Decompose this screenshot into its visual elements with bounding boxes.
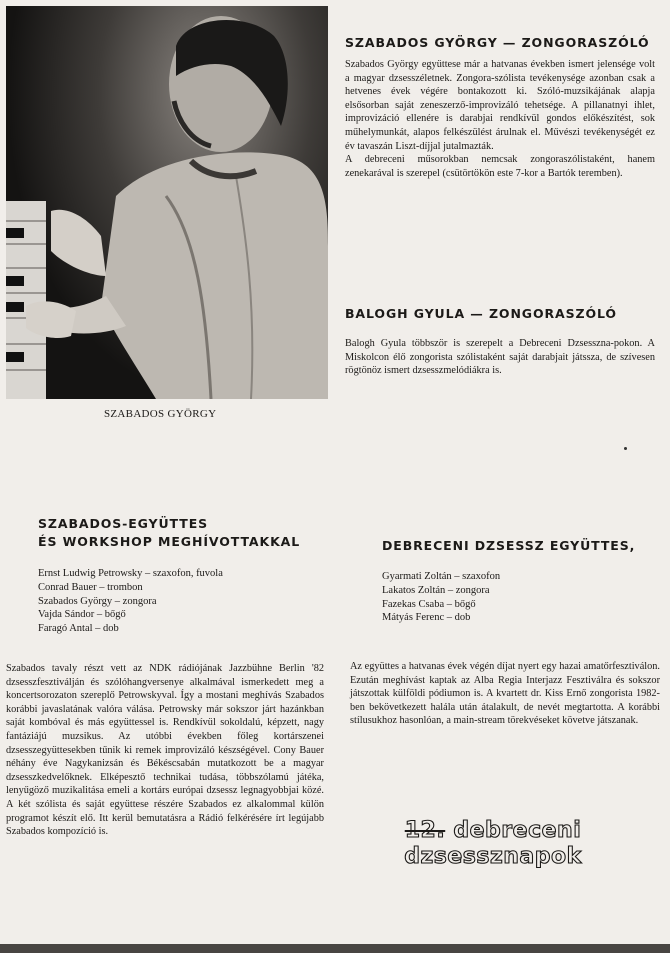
- szabados-heading: SZABADOS GYÖRGY — ZONGORASZÓLÓ: [345, 35, 650, 50]
- balogh-heading: BALOGH GYULA — ZONGORASZÓLÓ: [345, 306, 617, 321]
- left-hand: [26, 301, 76, 338]
- lineup-item: Vajda Sándor – bőgő: [38, 609, 126, 621]
- lineup-item: Szabados György – zongora: [38, 595, 157, 607]
- workshop-paragraph: Szabados tavaly részt vett az NDK rádiójának Jazzbühne Berlin '82 dzsesszfesztiválján és szólóhangversenye alkalmával ismerkedett meg a koncertsorozaton szereplő Petrowskyval. Így a mostani meghívás Szabados korábbi javaslatának valóra válása. Petrowsky már sokszor járt hazánkban saját kombóval és más együttessel is. Rendkívül sokoldalú, képzett, nagy fantáziájú muzsikus. Az utóbbi években főleg kortárszenei dzsesszegyüttesekben tűnik ki remek improvizáló készségével. Cony Bauer néhány éve Nagykanizsán és Békéscsabán mutatkozott be a magyar dzsesszkedvelőknek. Elképesztő technikai tudása, többszólamú játéka, lenyűgöző muzikalitása emeli a kortárs európai dzsessz legnagyobbjai közé. A két szólista és saját együttese részére Szabados ez alkalommal külön programot készít elő. Itt kerül bemutatásra a Rádió felkérésére írt legújabb Szabados kompozíció is.: [6, 663, 324, 838]
- workshop-heading-line2: ÉS WORKSHOP MEGHÍVOTTAKKAL: [38, 534, 301, 549]
- lineup-item: Mátyás Ferenc – dob: [382, 612, 471, 624]
- print-speck: [624, 447, 627, 450]
- logo-line1: [388, 818, 598, 844]
- photo-caption: SZABADOS GYÖRGY: [104, 408, 217, 420]
- lineup-item: Gyarmati Zoltán – szaxofon: [382, 571, 501, 582]
- right-hand: [51, 210, 106, 276]
- szabados-text: [345, 58, 655, 180]
- shirt: [101, 152, 328, 399]
- workshop-heading-line1: SZABADOS-EGYÜTTES: [38, 516, 209, 531]
- lineup-item: Conrad Bauer – trombon: [38, 581, 143, 593]
- debreceni-text: [350, 660, 660, 728]
- festival-logo: [388, 818, 598, 870]
- debreceni-heading: DEBRECENI DZSESSZ EGYÜTTES,: [382, 538, 636, 553]
- balogh-text: [345, 337, 655, 378]
- logo-number: 12.: [404, 818, 446, 843]
- lineup-item: Fazekas Csaba – bőgő: [382, 598, 476, 610]
- page-bottom-edge: [0, 944, 670, 953]
- workshop-lineup: [38, 567, 298, 636]
- szabados-paragraph: A debreceni műsorokban nemcsak zongoraszólistaként, hanem zenekarával is szerepel (csütörtökön este 7-kor a Bartók teremben).: [345, 154, 655, 179]
- workshop-text: [6, 662, 324, 839]
- pianist-illustration: [6, 6, 328, 399]
- pianist-photo: [6, 6, 328, 399]
- lineup-item: Ernst Ludwig Petrowsky – szaxofon, fuvola: [38, 568, 223, 579]
- lineup-item: Lakatos Zoltán – zongora: [382, 584, 490, 596]
- logo-word-dzsessznapok: dzsessznapok: [404, 844, 582, 869]
- debreceni-paragraph: Az együttes a hatvanas évek végén díjat nyert egy hazai amatőrfesztiválon. Ezután meghívást kaptak az Alba Regia Interjazz Fesztiválra és sokszor játszottak külföldi pódiumon is. A kvartett dr. Kiss Ernő zongorista 1982-ben bekövetkezett halála után átalakult, de nevét megtartotta. A korábbi stílusukhoz hasonlóan, a main-stream törekvéseket követve játszanak.: [350, 661, 660, 727]
- logo-word-debreceni: debreceni: [453, 818, 582, 843]
- workshop-heading: [38, 515, 338, 551]
- balogh-paragraph: Balogh Gyula többször is szerepelt a Debreceni Dzsesszna-pokon. A Miskolcon élő zongorista szólistaként saját darabjait játssza, de szívesen rögtönöz ismert dzsesszmelódiákra is.: [345, 338, 655, 377]
- lineup-item: Faragó Antal – dob: [38, 623, 119, 635]
- szabados-paragraph: Szabados György együttese már a hatvanas években ismert jelensége volt a magyar dzsesszéletnek. Zongora-szólista tevékenysége azonban csak a hetvenes évek végére bontakozott ki. Szóló-muzsikájának alapja elsősorban saját zeneszerző-improvizáló tehetsége. A pillanatnyi ihlet, improvizáció ellenére is darabjai rendkívül gondos előkészítést, sok műhelymunkát, alapos felkészülést árulnak el. Művészi tevékenységét ez év tavaszán Liszt-díjjal jutalmazták.: [345, 59, 655, 152]
- debreceni-lineup: [382, 570, 622, 625]
